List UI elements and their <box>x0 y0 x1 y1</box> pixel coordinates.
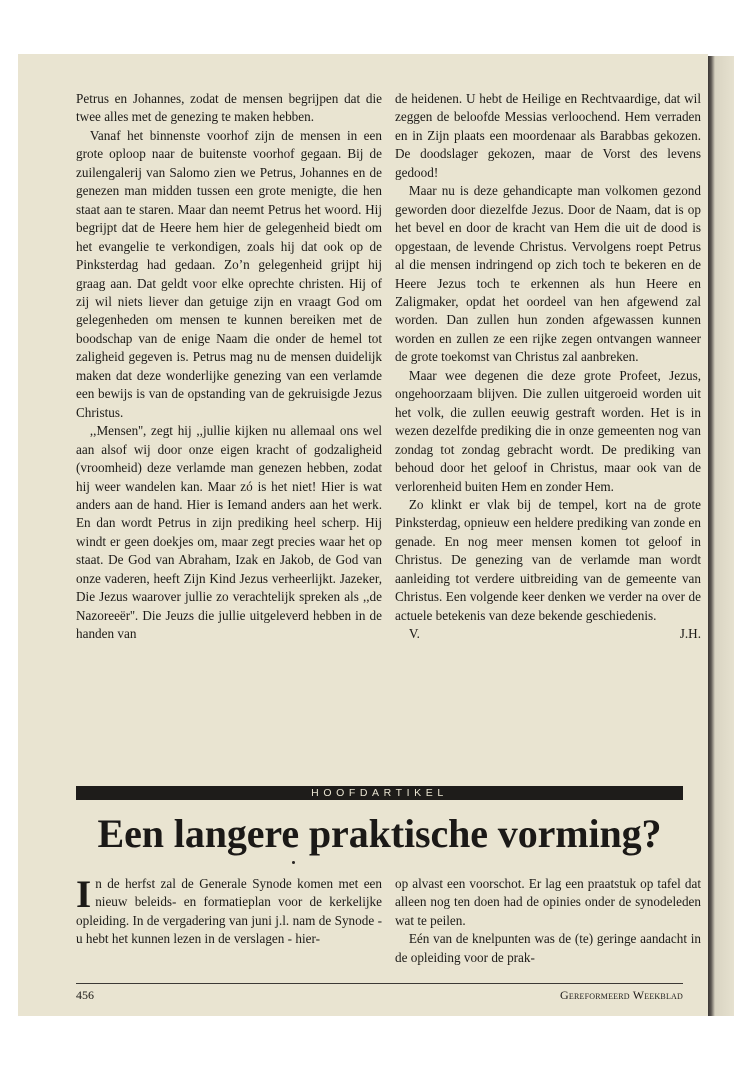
paragraph: Eén van de knelpunten was de (te) geringe aandacht in de opleiding voor de prak- <box>395 931 701 965</box>
signature-line <box>395 625 701 643</box>
author-initials: J.H. <box>679 626 701 642</box>
paragraph <box>76 875 382 949</box>
footer-rule <box>76 983 683 984</box>
page-number: 456 <box>76 988 94 1002</box>
article-column-left <box>76 90 382 644</box>
drop-cap: I <box>76 873 92 916</box>
intro-text: n de herfst zal de Generale Synode komen met een nieuw beleids- en formatieplan voor de kerkelijke opleiding. In de vergadering van juni j.l. nam de Synode - u hebt het kunnen lezen in de verslagen - hier- <box>76 876 382 947</box>
paragraph: Zo klinkt er vlak bij de tempel, kort na de grote Pinksterdag, opnieuw een heldere prediking van zonde en genade. En nog meer mensen komen tot geloof in Christus. De genezing van de verlamde man wordt aanleiding tot verdere uitbreiding van de gemeente van Christus. Een volgende keer denken we verder na over de actuele betekenis van deze bekende geschiedenis. <box>395 496 701 623</box>
article-intro-left <box>76 875 382 949</box>
paragraph: Petrus en Johannes, zodat de mensen begrijpen dat die twee alles met de genezing te maken hebben. <box>76 91 382 125</box>
paragraph: de heidenen. U hebt de Heilige en Rechtvaardige, dat wil zeggen de beloofde Messias verloochend. Hem verraden en in Zijn plaats een moordenaar als Barabbas gekozen. De doodslager gekozen, maar de Vorst des levens gedood! <box>395 91 701 180</box>
paragraph: op alvast een voorschot. Er lag een praatstuk op tafel dat alleen nog ten doen had de opinies onder de synodeleden wat te peilen. <box>395 876 701 928</box>
article-headline: Een langere praktische vorming? <box>97 811 662 856</box>
article-intro-right <box>395 875 701 967</box>
article-column-right <box>395 90 701 644</box>
binding-shadow <box>708 56 734 1016</box>
paragraph: Vanaf het binnenste voorhof zijn de mensen in een grote oploop naar de buitenste voorhof gegaan. Bij de zuilengalerij van Salomo zien we Petrus, Johannes en de genezen man midden tussen een grote menigte, die hen staat aan te staren. Maar dan neemt Petrus het woord. Hij begrijpt dat de Heere hem hier de gelegenheid biedt om het evangelie te verkondigen, zoals hij dat ook op de Pinksterdag had gedaan. Zo’n gelegenheid grijpt hij graag aan. Dat geldt voor elke oprechte christen. Hij of zij wil niets liever dan getuige zijn en vraagt God om gelegenheden om mensen te kunnen bereiken met de boodschap van de enige Naam die onder de hemel tot zaligheid gegeven is. Petrus mag nu de mensen duidelijk maken dat deze wonderlijke genezing van een verlamde een bewijs is van de opstanding van de gekruisigde Jezus Christus. <box>76 127 382 420</box>
paragraph: Maar wee degenen die deze grote Profeet, Jezus, ongehoorzaam blijven. Die zullen uitgeroeid worden uit het volk, die zullen eeuwig gestraft worden. Het is in wezen dezelfde prediking die in onze gemeenten nog van zondag tot zondag gebracht wordt. De prediking van behoud door het geloof in Christus, maar ook van de verlorenheid buiten Hem en zonder Hem. <box>395 367 701 494</box>
paragraph: Maar nu is deze gehandicapte man volkomen gezond geworden door diezelfde Jezus. Door de Naam, dat is op het bevel en door de kracht van Hem die uit de dood is opgestaan, de levende Christus. Vervolgens roept Petrus al die mensen indringend op zich toch te bekeren en de Heere Jezus toch te erkennen als hun Heere en Zaligmaker, opdat het oordeel van hen afgewend zal worden. Dan zullen hun zonden afgewassen kunnen worden en zullen ze een rijke zegen ontvangen wanneer de grote toekomst van Christus zal aanbreken. <box>395 183 701 365</box>
magazine-name: Gereformeerd Weekblad <box>560 988 683 1002</box>
section-label-bar: HOOFDARTIKEL <box>76 786 683 800</box>
page-footer <box>76 988 683 1003</box>
signature-initial: V. <box>408 626 420 642</box>
paragraph: ,,Mensen'', zegt hij ,,jullie kijken nu allemaal ons wel aan alsof wij door onze eigen kracht of godzaligheid (vroomheid) deze verlamde man genezen hebben, zodat hij weer wandelen kan. Maar zó is het niet! Hier is wat anders aan de hand. Hier is Iemand anders aan het werk. En dan wordt Petrus in zijn prediking heel scherp. Hij windt er geen doekjes om, maar zegt precies waar het op staat. De God van Abraham, Izak en Jakob, de God van onze vaderen, heeft Zijn Kind Jezus verheerlijkt. Jazeker, Die Jezus waarover jullie zo verachtelijk spreken als ,,de Nazoreeër''. Die Jeuzs die jullie uitgeleverd hebben in de handen van <box>76 423 382 642</box>
decorative-dot <box>292 861 295 864</box>
